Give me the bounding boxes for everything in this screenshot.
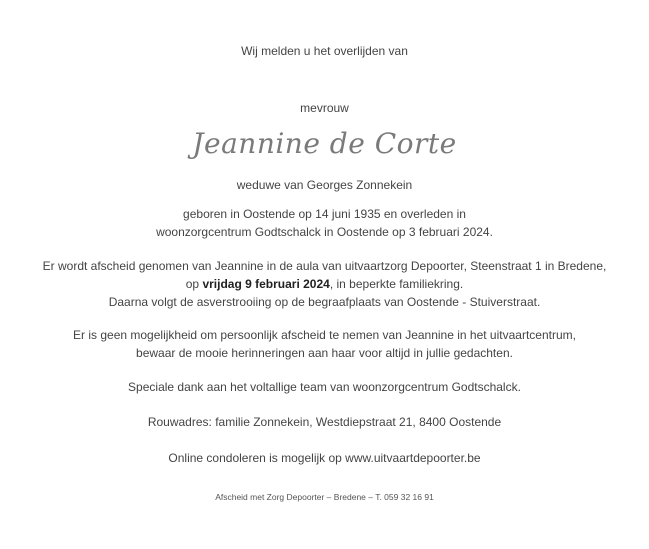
intro-text: Wij melden u het overlijden van (241, 44, 408, 58)
mourning-address: Rouwadres: familie Zonnekein, Westdiepstraat 21, 8400 Oostende (147, 415, 502, 429)
born-line-2: woonzorgcentrum Godtschalck in Oostende op 3 februari 2024. (156, 225, 493, 239)
farewell-date: vrijdag 9 februari 2024 (202, 277, 330, 291)
born-line-1: geboren in Oostende op 14 juni 1935 en overleden in (183, 207, 466, 221)
deceased-name: Jeannine de Corte (192, 127, 457, 160)
footer-text: Afscheid met Zorg Depoorter – Bredene – T. 059 32 16 91 (215, 492, 434, 502)
online-condolence-text: Online condoleren is mogelijk op www.uitvaartdepoorter.be (168, 451, 481, 465)
farewell-line-2-suffix: , in beperkte familiekring. (329, 277, 464, 291)
farewell-line-3: Daarna volgt de asverstrooiing op de begraafplaats van Oostende - Stuiverstraat. (108, 295, 541, 309)
title-word: mevrouw (300, 101, 349, 115)
no-farewell-line-1: Er is geen mogelijkheid om persoonlijk afscheid te nemen van Jeannine in het uitvaartcentrum, (73, 328, 576, 342)
farewell-line-2-prefix: op (185, 277, 203, 291)
farewell-line-2 (0, 276, 649, 292)
no-farewell-line-2: bewaar de mooie herinneringen aan haar voor altijd in jullie gedachten. (136, 346, 513, 360)
widow-text: weduwe van Georges Zonnekein (236, 178, 413, 192)
thanks-text: Speciale dank aan het voltallige team van woonzorgcentrum Godtschalck. (128, 380, 521, 394)
farewell-line-1: Er wordt afscheid genomen van Jeannine in de aula van uitvaartzorg Depoorter, Steenstraat 1 in Bredene, (42, 259, 607, 273)
